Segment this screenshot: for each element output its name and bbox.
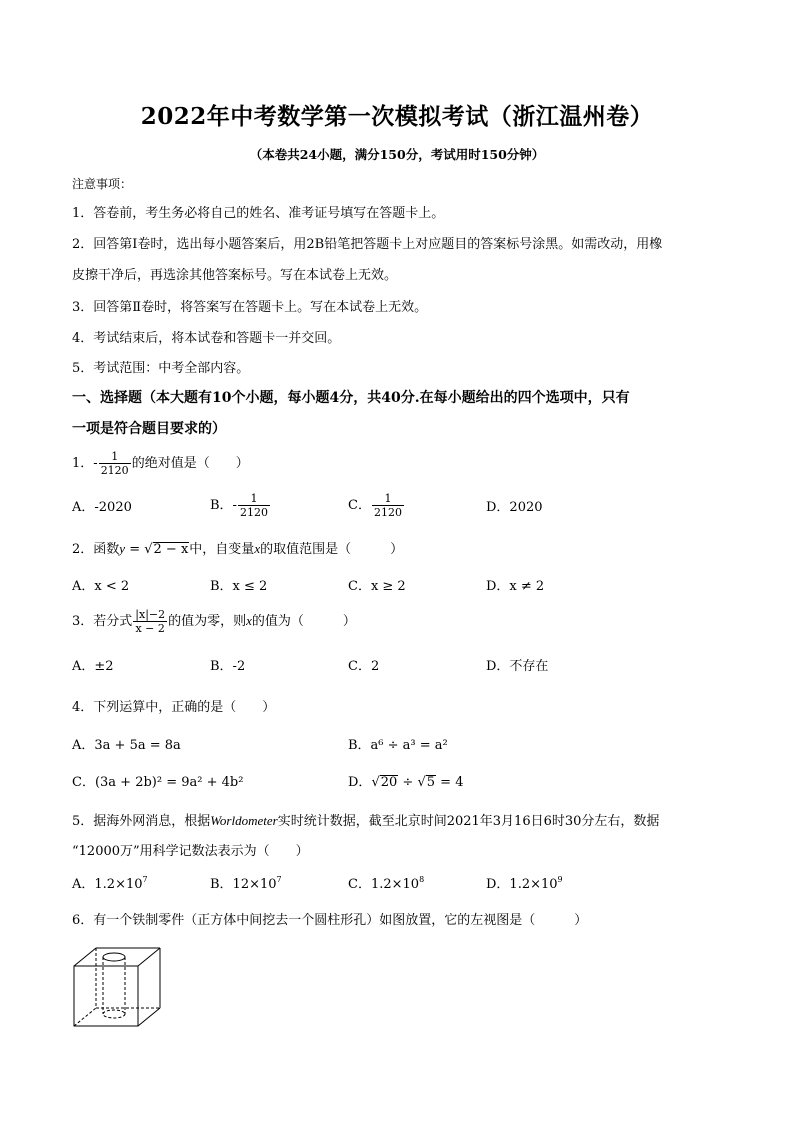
sqrt-icon: √: [371, 775, 380, 790]
q3-option-a: A．±2: [72, 659, 114, 674]
q1-option-b: [210, 492, 271, 519]
result: = 4: [436, 775, 464, 790]
notice-item-3: 3．回答第Ⅱ卷时，将答案写在答题卡上。写在本试卷上无效。: [72, 300, 428, 315]
variable: x: [246, 613, 252, 628]
section-heading-line2: 一项是符合题目要求的）: [72, 421, 226, 437]
option-text: D．1.2×10: [486, 877, 558, 892]
q4-option-d: [348, 775, 463, 791]
question-5-line2: “12000万”用科学记数法表示为（ ）: [72, 844, 309, 859]
option-text: B．12×10: [210, 877, 277, 892]
question-text: 的值为零，则: [168, 614, 247, 629]
q1-option-d: D．2020: [486, 500, 543, 515]
question-text: 2．函数: [72, 542, 120, 557]
question-1-stem: [72, 450, 249, 477]
q3-option-b: B．-2: [210, 659, 246, 674]
source-name: Worldometer: [210, 813, 278, 828]
exponent: 7: [276, 875, 282, 884]
question-3-stem: [72, 608, 356, 635]
radicand: 5: [426, 775, 436, 790]
option-label: C．: [348, 498, 371, 513]
numerator: 1: [250, 492, 258, 505]
question-text: 的值为（ ）: [251, 614, 356, 629]
question-text: 3．若分式: [72, 614, 133, 629]
exponent: 9: [557, 875, 563, 884]
q5-option-b: [210, 877, 282, 893]
q2-option-c: C．x ≥ 2: [348, 579, 406, 594]
option-label: B．-: [210, 498, 237, 513]
q5-option-a: [72, 877, 148, 893]
q3-option-c: C．2: [348, 659, 380, 674]
sqrt-icon: √: [144, 542, 153, 557]
q3-option-d: D．不存在: [486, 659, 549, 674]
exponent: 8: [419, 875, 425, 884]
option-label: D．: [348, 775, 372, 790]
question-6-stem: 6．有一个铁制零件（正方体中间挖去一个圆柱形孔）如图放置，它的左视图是（ ）: [72, 913, 588, 928]
q4-option-c: C．(3a + 2b)² = 9a² + 4b²: [72, 775, 244, 790]
notice-heading: 注意事项：: [72, 177, 133, 191]
denominator: 2120: [100, 464, 129, 477]
question-text: 的取值范围是（ ）: [260, 542, 404, 557]
question-2-stem: [72, 541, 403, 558]
q5-option-c: [348, 877, 424, 893]
numerator: 1: [111, 450, 119, 463]
notice-item-1: 1．答卷前，考生务必将自己的姓名、准考证号填写在答题卡上。: [72, 206, 445, 221]
q1-option-a: A．-2020: [72, 500, 132, 515]
question-text: 中，自变量: [189, 542, 255, 557]
q2-option-b: B．x ≤ 2: [210, 579, 268, 594]
numerator: |x|−2: [135, 608, 166, 621]
radicand: 20: [380, 775, 398, 790]
notice-item-4: 4．考试结束后，将本试卷和答题卡一并交回。: [72, 331, 341, 346]
q5-option-d: [486, 877, 563, 893]
question-text: 5．据海外网消息，根据: [72, 814, 211, 829]
fraction: [238, 492, 270, 519]
page-title: 2022年中考数学第一次模拟考试（浙江温州卷）: [140, 103, 654, 130]
operator: ÷: [398, 775, 418, 790]
question-number: 1．: [72, 456, 94, 471]
question-text: 实时统计数据，截至北京时间2021年3月16日6时30分左右，数据: [277, 814, 660, 829]
option-text: C．1.2×10: [348, 877, 420, 892]
fraction: [372, 492, 404, 519]
q1-option-c: [348, 492, 405, 519]
q2-option-d: D．x ≠ 2: [486, 579, 545, 594]
notice-item-2b: 皮擦干净后，再选涂其他答案标号。写在本试卷上无效。: [72, 268, 398, 283]
variable: y: [119, 541, 126, 556]
q4-option-a: A．3a + 5a = 8a: [72, 738, 181, 753]
q4-option-b: B．a⁶ ÷ a³ = a²: [348, 738, 448, 753]
q2-option-a: A．x < 2: [72, 579, 130, 594]
fraction: [133, 608, 167, 635]
minus-sign: -: [93, 456, 98, 471]
question-text: 的绝对值是（ ）: [131, 456, 249, 471]
denominator: x − 2: [133, 621, 167, 635]
equals: =: [125, 542, 145, 557]
denominator: 2120: [239, 506, 268, 519]
sqrt-icon: √: [417, 775, 426, 790]
variable: x: [254, 541, 261, 556]
cube-with-hole-figure: [70, 944, 170, 1030]
question-4-stem: 4．下列运算中，正确的是（ ）: [72, 700, 276, 715]
exponent: 7: [142, 875, 148, 884]
notice-item-5: 5．考试范围：中考全部内容。: [72, 361, 250, 376]
radicand: 2 − x: [153, 542, 189, 557]
denominator: 2120: [373, 506, 402, 519]
numerator: 1: [384, 492, 392, 505]
notice-item-2a: 2．回答第Ⅰ卷时，选出每小题答案后，用2B铅笔把答题卡上对应题目的答案标号涂黑。如需改动，用橡: [72, 237, 663, 252]
section-heading-line1: 一、选择题（本大题有10个小题，每小题4分，共40分.在每小题给出的四个选项中，只有: [72, 390, 630, 406]
question-5-line1: [72, 813, 659, 830]
page-subtitle: （本卷共24小题，满分150分，考试用时150分钟）: [249, 147, 545, 162]
option-text: A．1.2×10: [72, 877, 143, 892]
fraction: [99, 450, 131, 477]
